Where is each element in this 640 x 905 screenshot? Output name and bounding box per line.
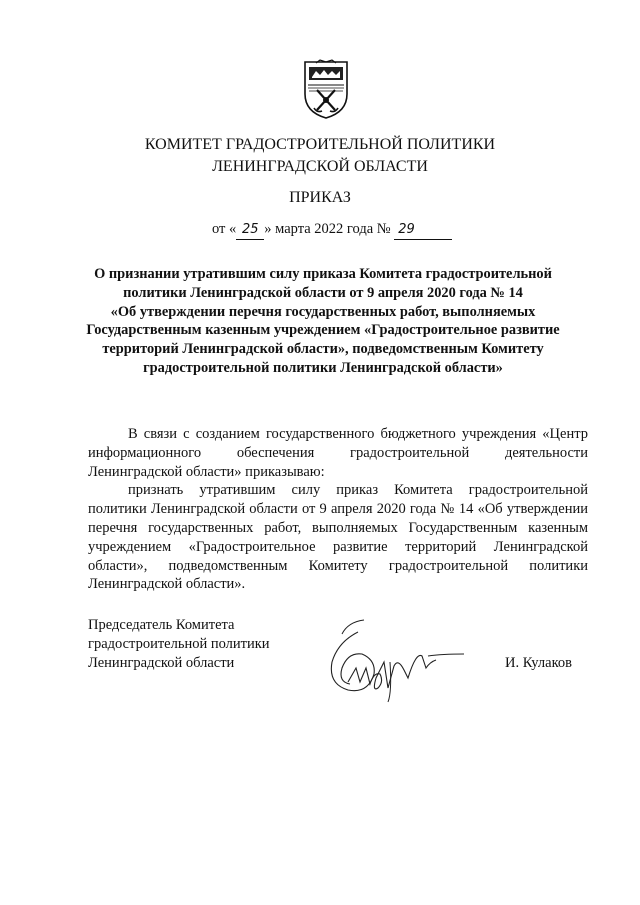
authority-name-line-1: КОМИТЕТ ГРАДОСТРОИТЕЛЬНОЙ ПОЛИТИКИ bbox=[144, 136, 496, 153]
title-line: Государственным казенным учреждением «Градостроительное развитие bbox=[86, 322, 560, 339]
date-prefix: от « bbox=[212, 221, 237, 237]
date-day: 25 bbox=[236, 221, 264, 240]
signatory-name: И. Кулаков bbox=[505, 655, 572, 671]
document-type: ПРИКАЗ bbox=[289, 189, 351, 206]
handwritten-signature bbox=[318, 612, 468, 707]
issuing-authority bbox=[0, 134, 640, 178]
title-line: политики Ленинградской области от 9 апреля 2020 года № 14 bbox=[123, 284, 523, 301]
signatory-position bbox=[88, 616, 270, 672]
position-line-1: Председатель Комитета bbox=[88, 617, 235, 633]
title-line: О признании утратившим силу приказа Комитета градостроительной bbox=[94, 266, 552, 282]
title-line: «Об утверждении перечня государственных работ, выполняемых bbox=[110, 303, 536, 320]
document-body bbox=[88, 425, 588, 594]
date-suffix: » марта 2022 года № bbox=[264, 221, 391, 237]
document-number: 29 bbox=[394, 221, 452, 240]
authority-name-line-2: ЛЕНИНГРАДСКОЙ ОБЛАСТИ bbox=[212, 158, 428, 175]
position-line-2: градостроительной политики bbox=[88, 635, 270, 652]
document-title bbox=[78, 265, 568, 378]
preamble-paragraph: В связи с созданием государственного бюджетного учреждения «Центр информационного обеспечения градостроительной деятельности Ленинградской области» приказываю: bbox=[88, 426, 588, 480]
position-line-3: Ленинградской области bbox=[88, 654, 235, 671]
title-line: градостроительной политики Ленинградской области» bbox=[143, 359, 503, 376]
title-line: территорий Ленинградской области», подведомственным Комитету bbox=[102, 341, 544, 358]
date-and-number-line bbox=[212, 220, 452, 240]
coat-of-arms-icon bbox=[300, 58, 352, 120]
order-paragraph: признать утратившим силу приказ Комитета градостроительной политики Ленинградской области от 9 апреля 2020 года № 14 «Об утверждении перечня государственных работ, выполняемых Государственным казенным учреждением «Градостроительное развитие территорий Ленинградской области», подведомственным Комитету градостроительной политики Ленинградской области». bbox=[88, 482, 588, 593]
